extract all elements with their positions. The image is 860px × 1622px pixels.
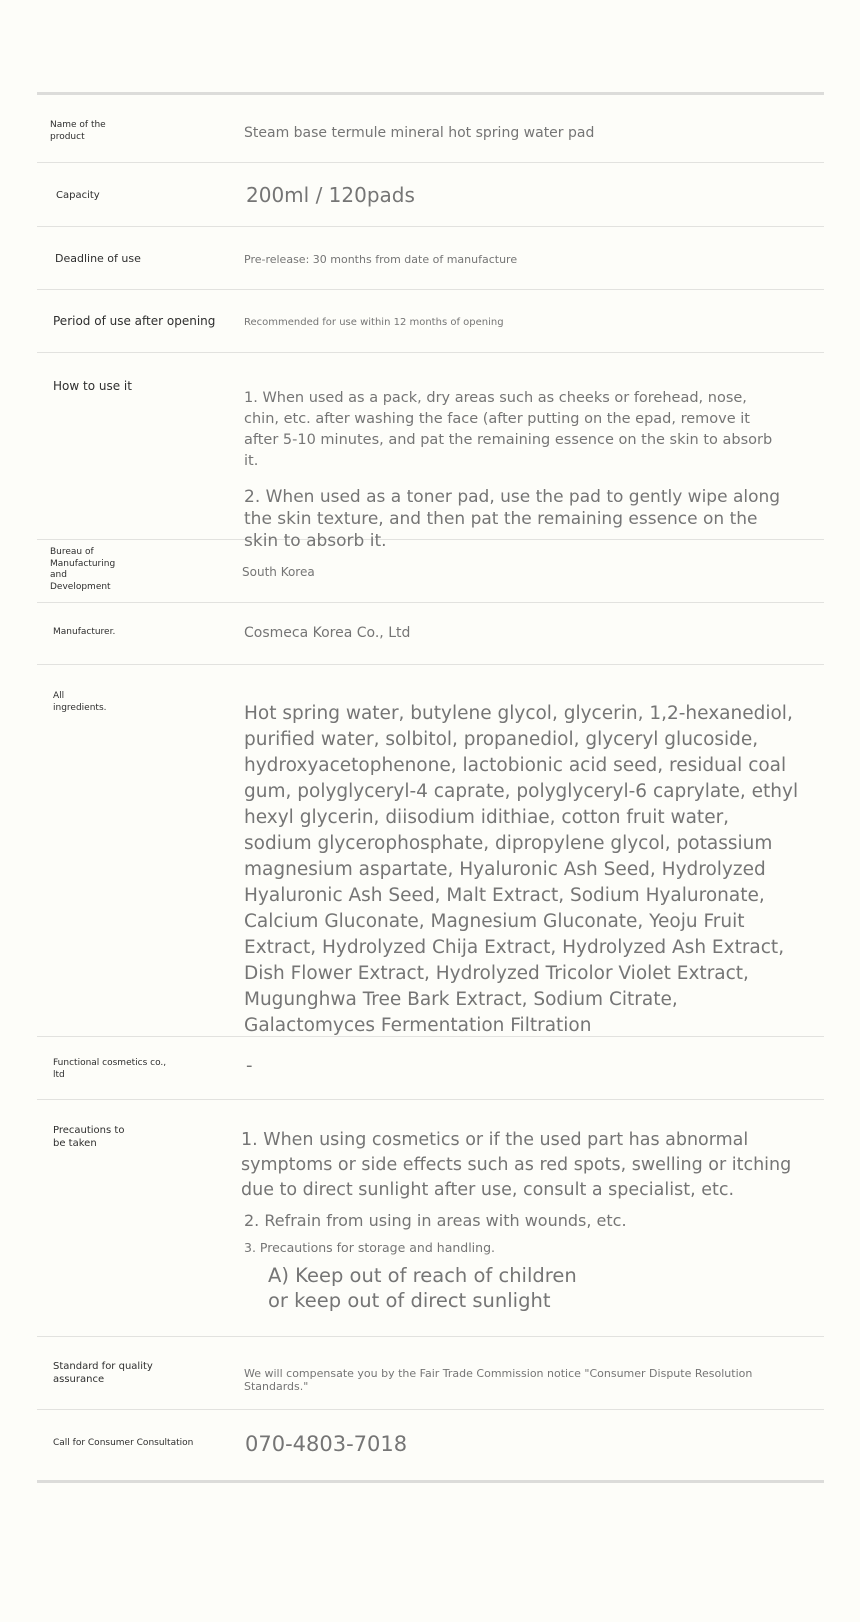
- label-origin: Bureau of Manufacturing and Development: [50, 547, 116, 593]
- row-product-name: [37, 95, 824, 163]
- precaution-3a: A) Keep out of reach of children or keep out of direct sunlight: [268, 1264, 577, 1312]
- precaution-1: 1. When using cosmetics or if the used part has abnormal symptoms or side effects such as red spots, swelling or itching due to direct sunlight after use, consult a specialist, etc.: [241, 1130, 792, 1200]
- product-info-table: [37, 92, 824, 1483]
- value-ingredients: [244, 701, 802, 1039]
- value-capacity: 200ml / 120pads: [246, 183, 415, 207]
- label-deadline: Deadline of use: [55, 252, 141, 265]
- row-precautions: [37, 1100, 824, 1337]
- value-consultation-call: 070-4803-7018: [245, 1432, 408, 1456]
- precaution-3: 3. Precautions for storage and handling.: [244, 1240, 495, 1255]
- value-product-name: Steam base termule mineral hot spring water pad: [244, 125, 595, 141]
- row-consultation-call: [37, 1410, 824, 1480]
- label-precautions: Precautions to be taken: [53, 1125, 125, 1149]
- label-period-after-opening: Period of use after opening: [53, 314, 216, 328]
- value-period-after-opening: Recommended for use within 12 months of opening: [244, 317, 504, 328]
- value-manufacturer: Cosmeca Korea Co., Ltd: [244, 625, 411, 641]
- label-consultation-call: Call for Consumer Consultation: [53, 1438, 194, 1448]
- value-functional-cosmetics: -: [246, 1055, 253, 1076]
- value-deadline: Pre-release: 30 months from date of manufacture: [244, 253, 518, 266]
- label-how-to-use: How to use it: [53, 379, 132, 393]
- label-quality-assurance: Standard for quality assurance: [53, 1361, 153, 1385]
- how-to-use-step-1: 1. When used as a pack, dry areas such as cheeks or forehead, nose, chin, etc. after washing the face (after putting on the epad, remove it after 5-10 minutes, and pat the remaining essence on the skin to absorb it.: [244, 390, 773, 469]
- row-ingredients: [37, 665, 824, 1037]
- row-manufacturer: [37, 603, 824, 665]
- row-how-to-use: [37, 353, 824, 551]
- label-ingredients: All ingredients.: [53, 691, 107, 713]
- row-period-after-opening: [37, 290, 824, 353]
- value-how-to-use: [244, 388, 784, 552]
- value-precautions: [241, 1128, 794, 1313]
- row-capacity: [37, 163, 824, 227]
- value-origin: South Korea: [242, 565, 315, 579]
- table-bottom-rule: [37, 1480, 824, 1483]
- label-functional-cosmetics: Functional cosmetics co., ltd: [53, 1058, 167, 1080]
- label-manufacturer: Manufacturer.: [53, 627, 116, 637]
- label-capacity: Capacity: [56, 190, 100, 201]
- row-functional-cosmetics: [37, 1037, 824, 1100]
- row-deadline: [37, 227, 824, 290]
- precaution-2: 2. Refrain from using in areas with wounds, etc.: [244, 1211, 627, 1230]
- label-product-name: Name of the product: [50, 120, 106, 142]
- how-to-use-step-2: 2. When used as a toner pad, use the pad to gently wipe along the skin texture, and then pat the remaining essence on the skin to absorb it.: [244, 487, 781, 551]
- value-quality-assurance: We will compensate you by the Fair Trade Commission notice "Consumer Dispute Resolution Standards.": [244, 1367, 753, 1393]
- ingredients-list: Hot spring water, butylene glycol, glycerin, 1,2-hexanediol, purified water, solbitol, propanediol, glyceryl glucoside, hydroxyacetophenone, lactobionic acid seed, residual coal gum, polyglyceryl-4 caprate, polyglyceryl-6 caprylate, ethyl hexyl glycerin, diisodium idithiae, cotton fruit water, sodium glycerophosphate, dipropylene glycol, potassium magnesium aspartate, Hyaluronic Ash Seed, Hydrolyzed Hyaluronic Ash Seed, Malt Extract, Sodium Hyaluronate, Calcium Gluconate, Magnesium Gluconate, Yeoju Fruit Extract, Hydrolyzed Chija Extract, Hydrolyzed Ash Extract, Dish Flower Extract, Hydrolyzed Tricolor Violet Extract, Mugunghwa Tree Bark Extract, Sodium Citrate, Galactomyces Fermentation Filtration: [244, 703, 799, 1036]
- row-quality-assurance: [37, 1337, 824, 1410]
- row-origin: [37, 540, 824, 603]
